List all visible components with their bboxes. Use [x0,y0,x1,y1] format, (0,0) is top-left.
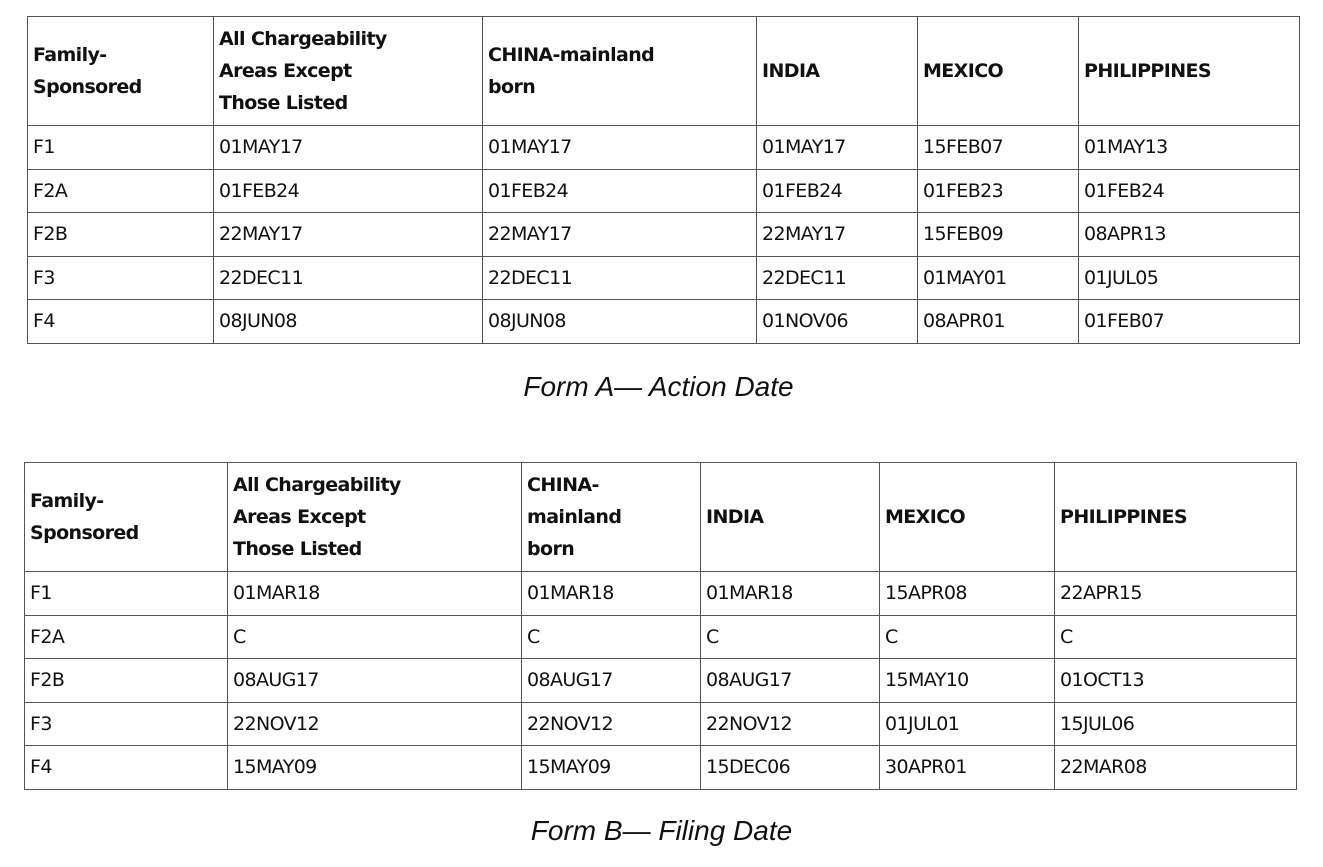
date-cell: 01MAR18 [228,572,522,616]
column-header: INDIA [701,463,880,572]
table-row [25,572,1297,616]
date-cell: C [228,615,522,659]
date-cell: 22NOV12 [701,702,880,746]
table-row [28,300,1300,344]
table-row [28,213,1300,257]
date-cell: 15FEB07 [918,126,1079,170]
date-cell: 01MAY01 [918,256,1079,300]
table-row [25,702,1297,746]
column-header: PHILIPPINES [1079,17,1300,126]
column-header: MEXICO [880,463,1055,572]
date-cell: 22NOV12 [228,702,522,746]
category-cell: F2A [25,615,228,659]
table-row [28,126,1300,170]
date-cell: 01MAY17 [483,126,757,170]
table-row [25,659,1297,703]
date-cell: 22MAR08 [1055,746,1297,790]
table-header-row [28,17,1300,126]
form-a-caption: Form A— Action Date [523,371,794,402]
date-cell: 15MAY09 [522,746,701,790]
date-cell: 08JUN08 [214,300,483,344]
date-cell: 15FEB09 [918,213,1079,257]
date-cell: 08APR01 [918,300,1079,344]
date-cell: 01NOV06 [757,300,918,344]
category-cell: F2A [28,169,214,213]
date-cell: 30APR01 [880,746,1055,790]
form-b-caption: Form B— Filing Date [530,815,793,846]
date-cell: 01MAY17 [757,126,918,170]
date-cell: 22NOV12 [522,702,701,746]
date-cell: 22MAY17 [214,213,483,257]
date-cell: 01MAY17 [214,126,483,170]
date-cell: 15JUL06 [1055,702,1297,746]
date-cell: 22MAY17 [483,213,757,257]
column-header: INDIA [757,17,918,126]
date-cell: C [880,615,1055,659]
date-cell: 22DEC11 [757,256,918,300]
category-cell: F1 [25,572,228,616]
date-cell: 01FEB24 [1079,169,1300,213]
column-header: CHINA-mainland born [483,17,757,126]
date-cell: 01FEB07 [1079,300,1300,344]
date-cell: 08AUG17 [228,659,522,703]
category-cell: F3 [25,702,228,746]
date-cell: 08AUG17 [701,659,880,703]
date-cell: 22DEC11 [483,256,757,300]
table-header-row [25,463,1297,572]
date-cell: 01MAR18 [522,572,701,616]
date-cell: C [1055,615,1297,659]
category-cell: F1 [28,126,214,170]
date-cell: 15MAY10 [880,659,1055,703]
date-cell: 08APR13 [1079,213,1300,257]
category-cell: F3 [28,256,214,300]
column-header: All Chargeability Areas Except Those Listed [228,463,522,572]
column-header: MEXICO [918,17,1079,126]
date-cell: 01JUL05 [1079,256,1300,300]
date-cell: C [522,615,701,659]
column-header: All Chargeability Areas Except Those Listed [214,17,483,126]
category-cell: F4 [25,746,228,790]
table-row [25,746,1297,790]
date-cell: 15MAY09 [228,746,522,790]
date-cell: 01FEB24 [483,169,757,213]
date-cell: 08AUG17 [522,659,701,703]
date-cell: 01OCT13 [1055,659,1297,703]
action-date-table [27,16,1300,344]
column-header: PHILIPPINES [1055,463,1297,572]
column-header: Family- Sponsored [25,463,228,572]
category-cell: F4 [28,300,214,344]
date-cell: 01JUL01 [880,702,1055,746]
date-cell: 01MAY13 [1079,126,1300,170]
date-cell: 22APR15 [1055,572,1297,616]
category-cell: F2B [28,213,214,257]
date-cell: 08JUN08 [483,300,757,344]
date-cell: 01FEB24 [757,169,918,213]
column-header: CHINA- mainland born [522,463,701,572]
category-cell: F2B [25,659,228,703]
table-row [28,256,1300,300]
filing-date-table [24,462,1297,790]
date-cell: 01FEB23 [918,169,1079,213]
date-cell: 22MAY17 [757,213,918,257]
date-cell: 22DEC11 [214,256,483,300]
table-row [25,615,1297,659]
date-cell: 15DEC06 [701,746,880,790]
date-cell: 01MAR18 [701,572,880,616]
column-header: Family- Sponsored [28,17,214,126]
date-cell: 15APR08 [880,572,1055,616]
date-cell: 01FEB24 [214,169,483,213]
table-row [28,169,1300,213]
date-cell: C [701,615,880,659]
